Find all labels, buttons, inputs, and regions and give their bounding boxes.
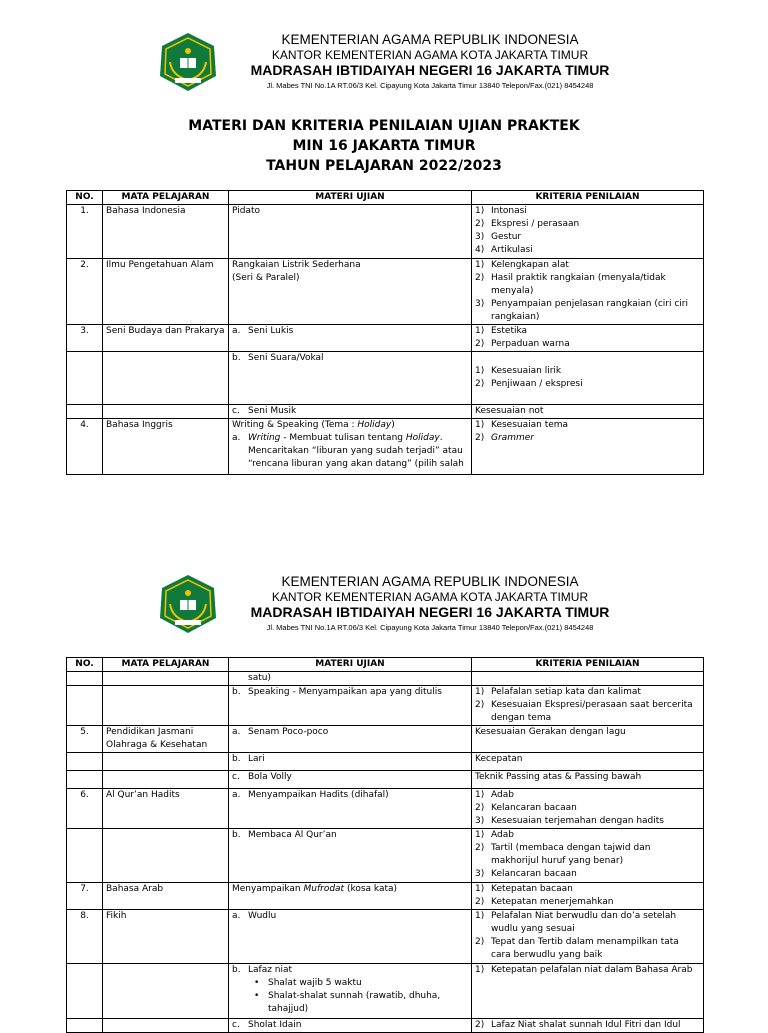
school-name: MADRASAH IBTIDAIYAH NEGERI 16 JAKARTA TIMUR [250, 62, 610, 78]
row-materi: c. Bola Volly [229, 771, 472, 789]
col-no: NO. [67, 658, 103, 672]
row-kriteria: 1) Adab 2) Tartil (membaca dengan tajwid dan makhorijul huruf yang benar) 3) Kelancaran bacaan [472, 829, 704, 883]
row-kriteria: Teknik Passing atas & Passing bawah [472, 771, 704, 789]
row-subject: Ilmu Pengetahuan Alam [103, 259, 229, 325]
doc-title [0, 116, 768, 176]
col-no: NO. [67, 191, 103, 205]
table-row [67, 1019, 704, 1033]
table-row [67, 789, 704, 829]
col-materi: MATERI UJIAN [229, 191, 472, 205]
row-no: 2. [67, 259, 103, 325]
row-materi: b. Lafaz niat • Shalat wajib 5 waktu • Shalat-shalat sunnah (rawatib, dhuha, tahajjud) [229, 964, 472, 1019]
assessment-table-page2 [66, 657, 704, 1033]
row-subject: Bahasa Indonesia [103, 205, 229, 259]
row-kriteria: 1) Ketepatan bacaan 2) Ketepatan menerjemahkan [472, 883, 704, 910]
row-no: 4. [67, 419, 103, 475]
row-materi: a. Wudlu [229, 910, 472, 964]
row-materi: b. Seni Suara/Vokal [229, 352, 472, 405]
doc-title-line2: MIN 16 JAKARTA TIMUR [292, 138, 476, 154]
row-no: 7. [67, 883, 103, 910]
table-row [67, 405, 704, 419]
table-row [67, 964, 704, 1019]
office-name: KANTOR KEMENTERIAN AGAMA KOTA JAKARTA TIMUR [271, 48, 589, 62]
table-row [67, 726, 704, 753]
bullet-icon: • [254, 991, 260, 1001]
doc-title-line1: MATERI DAN KRITERIA PENILAIAN UJIAN PRAKTEK [188, 118, 580, 134]
col-kriteria: KRITERIA PENILAIAN [472, 191, 704, 205]
row-materi: Menyampaikan Mufrodat (kosa kata) [229, 883, 472, 910]
row-materi: Rangkaian Listrik Sederhana (Seri & Paralel) [229, 259, 472, 325]
table-row [67, 672, 704, 686]
row-subject: Fikih [103, 910, 229, 964]
row-no: 3. [67, 325, 103, 352]
row-kriteria: Kesesuaian Gerakan dengan lagu [472, 726, 704, 753]
table-row [67, 686, 704, 726]
row-materi: Writing & Speaking (Tema : Holiday) a. Writing - Membuat tulisan tentang Holiday. Mencaritakan “liburan yang sudah terjadi” atau “rencana liburan yang akan datang” (pilih salah [229, 419, 472, 475]
row-kriteria: 1) Pelafalan Niat berwudlu dan do’a setelah wudlu yang sesuai 2) Tepat dan Tertib dalam menampilkan tata cara berwudlu yang baik [472, 910, 704, 964]
row-kriteria: 2) Lafaz Niat shalat sunnah Idul Fitri dan Idul [472, 1019, 704, 1033]
kemenag-logo [158, 574, 218, 634]
row-kriteria: 1) Ketepatan pelafalan niat dalam Bahasa Arab [472, 964, 704, 1019]
row-kriteria: Kecepatan [472, 753, 704, 771]
row-materi: b. Membaca Al Qur’an [229, 829, 472, 883]
row-kriteria: 1) Kesesuaian tema 2) Grammer [472, 419, 704, 475]
assessment-table-page1 [66, 190, 704, 475]
row-no: 8. [67, 910, 103, 964]
col-materi: MATERI UJIAN [229, 658, 472, 672]
row-materi: a. Menyampaikan Hadits (dihafal) [229, 789, 472, 829]
table-row [67, 829, 704, 883]
row-subject: Pendidikan Jasmani Olahraga & Kesehatan [103, 726, 229, 753]
school-address: Jl. Mabes TNI No.1A RT.06/3 Kel. Cipayung Kota Jakarta Timur 13840 Telepon/Fax.(021) 8454248 [266, 81, 594, 90]
row-kriteria: 1) Estetika 2) Perpaduan warna [472, 325, 704, 352]
row-kriteria: Kesesuaian not [472, 405, 704, 419]
row-materi: a. Seni Lukis [229, 325, 472, 352]
school-address: Jl. Mabes TNI No.1A RT.06/3 Kel. Cipayung Kota Jakarta Timur 13840 Telepon/Fax.(021) 8454248 [266, 623, 594, 632]
table-row [67, 753, 704, 771]
table-row [67, 883, 704, 910]
row-materi: Pidato [229, 205, 472, 259]
doc-title-line3: TAHUN PELAJARAN 2022/2023 [266, 158, 502, 174]
table-row [67, 259, 704, 325]
row-kriteria: 1) Intonasi 2) Ekspresi / perasaan 3) Gestur 4) Artikulasi [472, 205, 704, 259]
table-row [67, 419, 704, 475]
row-materi: b. Lari [229, 753, 472, 771]
row-materi: satu) [229, 672, 472, 686]
table-row [67, 771, 704, 789]
row-materi: b. Speaking - Menyampaikan apa yang ditulis [229, 686, 472, 726]
row-kriteria: 1) Adab 2) Kelancaran bacaan 3) Kesesuaian terjemahan dengan hadits [472, 789, 704, 829]
row-materi: a. Senam Poco-poco [229, 726, 472, 753]
table-row [67, 205, 704, 259]
row-materi: c. Seni Musik [229, 405, 472, 419]
row-no: 1. [67, 205, 103, 259]
school-name: MADRASAH IBTIDAIYAH NEGERI 16 JAKARTA TIMUR [250, 604, 610, 620]
row-no: 6. [67, 789, 103, 829]
col-subject: MATA PELAJARAN [103, 658, 229, 672]
row-kriteria: 1) Kelengkapan alat 2) Hasil praktik rangkaian (menyala/tidak menyala) 3) Penyampaian penjelasan rangkaian (ciri ciri rangkaian) [472, 259, 704, 325]
col-subject: MATA PELAJARAN [103, 191, 229, 205]
bullet-icon: • [254, 978, 260, 988]
row-subject: Bahasa Inggris [103, 419, 229, 475]
row-no: 5. [67, 726, 103, 753]
office-name: KANTOR KEMENTERIAN AGAMA KOTA JAKARTA TIMUR [271, 590, 589, 604]
ministry-name: KEMENTERIAN AGAMA REPUBLIK INDONESIA [281, 32, 579, 47]
row-kriteria: 1) Kesesuaian lirik 2) Penjiwaan / ekspresi [472, 352, 704, 405]
row-subject: Seni Budaya dan Prakarya [103, 325, 229, 352]
row-subject: Al Qur’an Hadits [103, 789, 229, 829]
row-materi: c. Sholat Idain [229, 1019, 472, 1033]
ministry-name: KEMENTERIAN AGAMA REPUBLIK INDONESIA [281, 574, 579, 589]
col-kriteria: KRITERIA PENILAIAN [472, 658, 704, 672]
row-subject: Bahasa Arab [103, 883, 229, 910]
table-row [67, 325, 704, 352]
kemenag-logo [158, 32, 218, 92]
table-row [67, 352, 704, 405]
row-kriteria: 1) Pelafalan setiap kata dan kalimat 2) Kesesuaian Ekspresi/perasaan saat bercerita dengan tema [472, 686, 704, 726]
table-row [67, 910, 704, 964]
